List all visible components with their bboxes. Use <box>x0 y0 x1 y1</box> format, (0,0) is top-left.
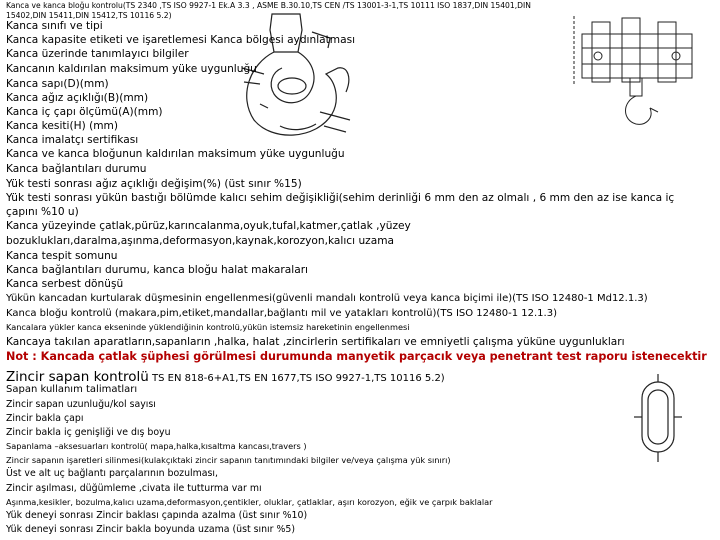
hook-item: Kanca sınıfı ve tipi <box>6 20 103 32</box>
hook-item: çapını %10 u) <box>6 206 79 218</box>
hook-item: Kanca üzerinde tanımlayıcı bilgiler <box>6 48 189 60</box>
red-note: Not : Kancada çatlak şüphesi görülmesi durumunda manyetik parçacık veya penetrant test raporu istenecektir <box>6 350 707 363</box>
chain-instructions: Sapan kullanım talimatları <box>6 384 138 395</box>
chain-item: Zincir sapanın işaretleri silinmesi(kulakçıktaki zincir sapanın tanıtımındaki bilgiler ve/veya çalışma yük sınırı) <box>6 455 451 465</box>
chain-item: Üst ve alt uç bağlantı parçalarının bozulması, <box>6 468 218 479</box>
hook-item: Kanca tespit somunu <box>6 250 118 262</box>
chain-link-drawing <box>628 372 688 466</box>
chain-item: Zincir sapan uzunluğu/kol sayısı <box>6 399 156 410</box>
hook-item: Kanca ve kanca bloğunun kaldırılan maksimum yüke uygunluğu <box>6 148 345 160</box>
hook-shank <box>270 14 302 52</box>
hook-item: Kanca sapı(D)(mm) <box>6 78 109 90</box>
hook-item: Kanca ağız açıklığı(B)(mm) <box>6 92 149 104</box>
chain-item: Yük deneyi sonrası Zincir baklası çapında azalma (üst sınır %10) <box>6 510 308 521</box>
sling-certificate-line: Kancaya takılan aparatların,sapanların ,halka, halat ,zincirlerin sertifikaları ve emniyetli çalışma yüküne uygunlukları <box>6 336 625 348</box>
chain-item: Zincir bakla çapı <box>6 413 84 424</box>
hook-item: Kanca bloğu kontrolü (makara,pim,etiket,mandallar,bağlantı mil ve yatakları kontrolü)(TS ISO 12480-1 12.1.3) <box>6 308 557 319</box>
hook-item: Yükün kancadan kurtularak düşmesinin engellenmesi(güvenli mandalı kontrolü veya kanca biçimi ile)(TS ISO 12480-1 Md12.1.3) <box>6 293 648 304</box>
load-axis-line: Kancalara yükler kanca ekseninde yüklendiğinin kontrolü,yükün istemsiz hareketinin engellenmesi <box>6 322 410 332</box>
hook-item: Kanca bağlantıları durumu <box>6 163 147 175</box>
chain-standards: TS EN 818-6+A1,TS EN 1677,TS ISO 9927-1,TS 10116 5.2) <box>148 373 445 384</box>
hook-block-drawing <box>572 8 704 132</box>
hook-item: Kanca iç çapı ölçümü(A)(mm) <box>6 106 163 118</box>
hook-item: Kanca bağlantıları durumu, kanca bloğu halat makaraları <box>6 264 309 276</box>
hook-drawing <box>220 8 370 148</box>
chain-header <box>6 367 445 386</box>
hook-item: Yük testi sonrası yükün bastığı bölümde kalıcı sehim değişikliği(sehim derinliği 6 mm den az olmalı , 6 mm den az ise kanca iç <box>6 192 675 204</box>
header-line-1: Kanca ve kanca bloğu kontrolu(TS 2340 ,TS ISO 9927-1 Ek.A 3.3 , ASME B.30.10,TS CEN /TS 13001-3-1,TS 10111 ISO 1837,DIN 15401,DIN <box>6 1 531 10</box>
hook-item: Yük testi sonrası ağız açıklığı değişim(%) (üst sınır %15) <box>6 178 302 190</box>
chain-item: Yük deneyi sonrası Zincir bakla boyunda uzama (üst sınır %5) <box>6 524 296 535</box>
chain-item: Aşınma,kesikler, bozulma,kalıcı uzama,deformasyon,çentikler, oluklar, çatlaklar, aşırı korozyon, eğik ve çarpık baklalar <box>6 497 493 507</box>
chain-item: Sapanlama –aksesuarları kontrolü( mapa,halka,kısaltma kancası,travers ) <box>6 441 307 451</box>
header-line-2: 15402,DIN 15411,DIN 15412,TS 10116 5.2) <box>6 11 172 20</box>
chain-item: Zincir bakla iç genişliği ve dış boyu <box>6 427 171 438</box>
hook-item: Kanca serbest dönüşü <box>6 278 124 290</box>
hook-item: Kanca kapasite etiketi ve işaretlemesi Kanca bölgesi aydınlatması <box>6 34 356 46</box>
chain-item: Zincir aşılması, düğümleme ,civata ile tutturma var mı <box>6 483 262 494</box>
hook-item: Kanca imalatçı sertifikası <box>6 134 139 146</box>
hook-item: bozuklukları,daralma,aşınma,deformasyon,kaynak,korozyon,kalıcı uzama <box>6 235 395 247</box>
hook-item: Kanca kesiti(H) (mm) <box>6 120 118 132</box>
chain-title: Zincir sapan kontrolü <box>6 369 149 385</box>
hook-item: Kanca yüzeyinde çatlak,pürüz,karıncalanma,oyuk,tufal,katmer,çatlak ,yüzey <box>6 220 411 232</box>
hook-item: Kancanın kaldırılan maksimum yüke uygunluğu <box>6 63 257 75</box>
